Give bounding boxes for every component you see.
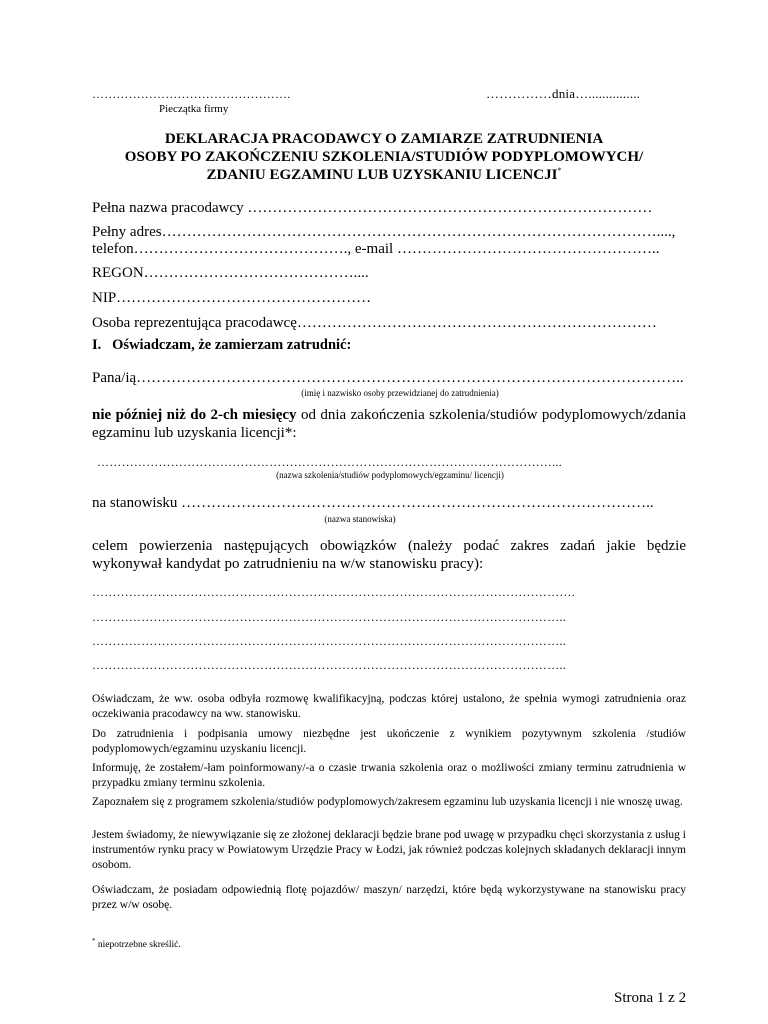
phone-email-field[interactable]: telefon……………………………………., e-mail …………………………………………….. [92, 241, 660, 257]
training-name-hint: (nazwa szkolenia/studiów podyplomowych/egzaminu/ licencji) [276, 470, 504, 480]
person-name-hint: (imię i nazwisko osoby przewidzianej do zatrudnienia) [301, 388, 499, 398]
title-line-3-text: ZDANIU EGZAMINU LUB UZYSKANIU LICENCJI [206, 167, 558, 183]
footnote [92, 937, 181, 950]
duty-line[interactable]: …………………………………………………………………………………………………….. [92, 634, 566, 648]
person-name-field[interactable]: Pana/ią……………………………………………………………………………………………….. [92, 370, 684, 386]
representative-field[interactable]: Osoba reprezentująca pracodawcę……………………………………………………………… [92, 315, 657, 331]
training-name-field[interactable]: …………………………………………………………………………………………………... [97, 455, 562, 469]
statement-interview: Oświadczam, że ww. osoba odbyła rozmowę kwalifikacyjną, podczas której ustalono, że spełnia wymogi zatrudnienia oraz oczekiwania pracodawcy na ww. stanowisku. [92, 693, 686, 720]
employer-address-field[interactable]: Pełny adres………………………………………………………………………………………...., [92, 224, 676, 240]
section-1-heading: I. Oświadczam, że zamierzam zatrudnić: [92, 337, 352, 353]
title-line-2: OSOBY PO ZAKOŃCZENIU SZKOLENIA/STUDIÓW PODYPLOMOWYCH/ [124, 149, 644, 165]
statement-awareness: Jestem świadomy, że niewywiązanie się ze złożonej deklaracji będzie brane pod uwagę w przypadku chęci skorzystania z usług i instrumentów rynku pracy w Powiatowym Urzędzie Pracy w Łodzi, jak również podczas kolejnych składanych deklaracji innym osobom. [92, 829, 686, 871]
title-line-1: DEKLARACJA PRACODAWCY O ZAMIARZE ZATRUDNIENIA [164, 131, 604, 147]
duty-line[interactable]: ………………………………………………………………………………………………………. [92, 585, 575, 599]
footnote-text: niepotrzebne skreślić. [95, 940, 181, 951]
duty-line[interactable]: …………………………………………………………………………………………………….. [92, 658, 566, 672]
statement-completion: Do zatrudnienia i podpisania umowy niezbędne jest ukończenie z wynikiem pozytywnym szkolenia /studiów podyplomowych/egzaminu uzyskaniu licencji. [92, 728, 686, 755]
statement-informed: Informuję, że zostałem/-łam poinformowany/-a o czasie trwania szkolenia oraz o możliwości zmiany terminu zatrudnienia w przypadku zmiany terminu szkolenia. [92, 762, 686, 789]
title-line-3 [92, 166, 676, 184]
stamp-label: Pieczątka firmy [159, 103, 229, 115]
page-number: Strona 1 z 2 [614, 990, 687, 1006]
date-word: dnia [552, 86, 576, 101]
deadline-bold-text: nie później niż do 2-ch miesięcy [92, 407, 297, 423]
duties-paragraph: celem powierzenia następujących obowiązków (należy podać zakres zadań jakie będzie wykonywał kandydat po zatrudnieniu na w/w stanowisku pracy): [92, 538, 686, 572]
position-field[interactable]: na stanowisku ………………………………………………………………………………….. [92, 495, 654, 511]
nip-field[interactable]: NIP…………………………………………… [92, 290, 372, 306]
position-hint: (nazwa stanowiska) [324, 514, 396, 524]
employer-full-name-field[interactable]: Pełna nazwa pracodawcy ……………………………………………………………………… [92, 200, 653, 216]
statement-program: Zapoznałem się z programem szkolenia/studiów podyplomowych/zakresem egzaminu lub uzyskania licencji i nie wnoszę uwag. [92, 796, 683, 808]
place-date-line[interactable] [486, 86, 640, 102]
deadline-paragraph [92, 406, 686, 442]
regon-field[interactable]: REGON…………………………………….... [92, 265, 369, 281]
footnote-mark: * [92, 937, 96, 945]
statement-equipment: Oświadczam, że posiadam odpowiednią flotę pojazdów/ maszyn/ narzędzi, które będą wykorzystywane na stanowisku pracy przez w/w osobę. [92, 884, 686, 911]
title-footnote-mark: * [557, 166, 562, 175]
duty-line[interactable]: …………………………………………………………………………………………………….. [92, 610, 566, 624]
deadline-text: od dnia zakończenia szkolenia/studiów podyplomowych/zdania egzaminu lub uzyskania licencji*: [92, 407, 686, 441]
date-dots: …............... [575, 86, 641, 101]
place-dots: …………… [486, 86, 552, 101]
company-stamp-dotted-line[interactable]: …………………………………………. [92, 87, 291, 101]
